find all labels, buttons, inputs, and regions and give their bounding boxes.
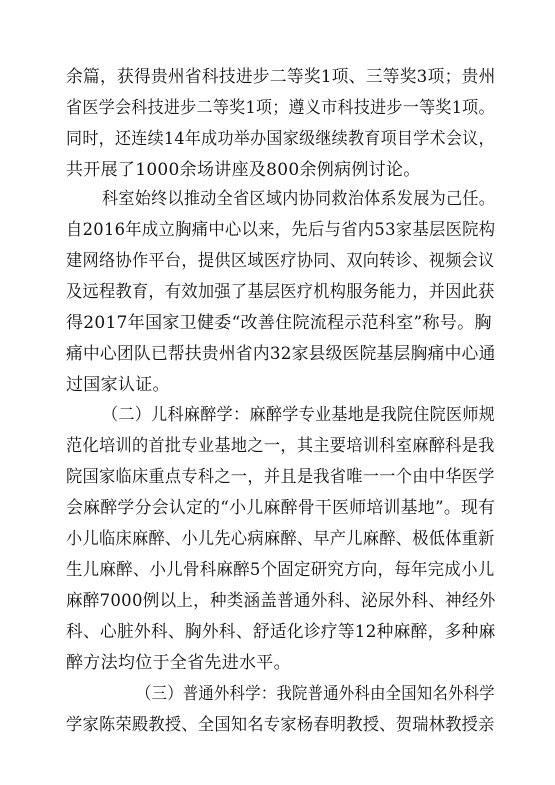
text-line: 生儿麻醉、小儿骨科麻醉5个固定研究方向，每年完成小儿 (66, 560, 495, 580)
text-line: 共开展了1000余场讲座及800余例病例讨论。 (66, 160, 421, 180)
text-line: 科、心脏外科、胸外科、舒适化诊疗等12种麻醉，多种麻 (66, 622, 496, 642)
text-line: 及远程教育，有效加强了基层医疗机构服务能力，并因此获 (66, 282, 495, 302)
text-line: 麻醉7000例以上，种类涵盖普通外科、泌尿外科、神经外 (66, 591, 496, 611)
text-line: 学家陈荣殿教授、全国知名专家杨春明教授、贺瑞林教授亲 (66, 715, 495, 735)
text-line: 自2016年成立胸痛中心以来，先后与省内53家基层医院构 (66, 220, 496, 240)
text-line: 建网络协作平台，提供区域医疗协同、双向转诊、视频会议 (66, 251, 495, 271)
text-line: 小儿临床麻醉、小儿先心病麻醉、早产儿麻醉、极低体重新 (66, 529, 495, 549)
text-line: 院国家临床重点专科之一，并且是我省唯一一个由中华医学 (66, 467, 495, 487)
text-line: 省医学会科技进步二等奖1项；遵义市科技进步一等奖1项。 (66, 98, 495, 118)
section-heading-line: （三）普通外科学：我院普通外科由全国知名外科学 (136, 684, 495, 704)
text-line: 会麻醉学分会认定的“小儿麻醉骨干医师培训基地”。现有 (66, 498, 496, 518)
text-line: 得2017年国家卫健委“改善住院流程示范科室”称号。胸 (66, 313, 492, 333)
text-line: 同时，还连续14年成功举办国家级继续教育项目学术会议， (66, 129, 495, 149)
text-line: 科室始终以推动全省区域内协同救治体系发展为己任。 (102, 189, 496, 209)
text-line: 余篇，获得贵州省科技进步二等奖1项、三等奖3项；贵州 (66, 67, 496, 87)
text-line: 痛中心团队已帮扶贵州省内32家县级医院基层胸痛中心通 (66, 344, 496, 364)
section-heading-line: （二）儿科麻醉学：麻醉学专业基地是我院住院医师规 (102, 405, 496, 425)
text-line: 过国家认证。 (66, 375, 170, 395)
text-line: 范化培训的首批专业基地之一，其主要培训科室麻醉科是我 (66, 436, 495, 456)
text-line: 醉方法均位于全省先进水平。 (66, 653, 291, 673)
